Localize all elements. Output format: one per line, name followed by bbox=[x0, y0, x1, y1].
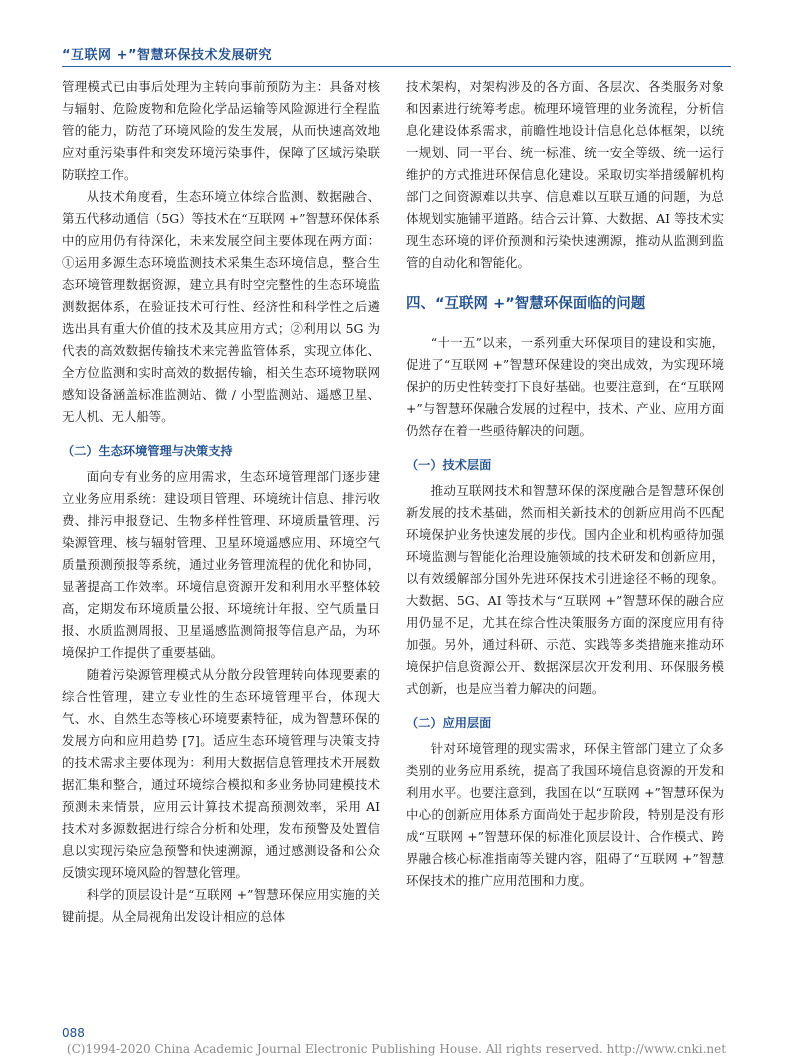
paragraph: 从技术角度看，生态环境立体综合监测、数据融合、第五代移动通信（5G）等技术在“互联网 +”智慧环保体系中的应用仍有待深化，未来发展空间主要体现在两方面：①运用多源生态环境监测技术采集生态环境信息，整合生态环境管理数据资源，建立具有时空完整性的生态环境监测数据体系，在验证技术可行性、经济性和科学性之后遴选出具有重大价值的技术及其应用方式；②利用以 5G 为代表的高效数据传输技术来完善监管体系，实现立体化、全方位监测和实时高效的数据传输，相关生态环境物联网感知设备涵盖标准监测站、微 / 小型监测站、遥感卫星、无人机、无人船等。 bbox=[62, 189, 380, 424]
section-heading: 四、“互联网 +”智慧环保面临的问题 bbox=[406, 296, 646, 312]
copyright-notice: (C)1994-2020 China Academic Journal Electronic Publishing House. All rights reserved. http://www.cnki.net bbox=[66, 1042, 727, 1056]
right-column bbox=[406, 76, 724, 892]
paragraph: 科学的顶层设计是“互联网 +”智慧环保应用实施的关键前提。从全局视角出发设计相应的总体 bbox=[62, 887, 380, 924]
paragraph: “十一五”以来，一系列重大环保项目的建设和实施，促进了“互联网 +”智慧环保建设的突出成效，为实现环境保护的历史性转变打下良好基础。也要注意到，在“互联网 +”与智慧环保融合发展的过程中，技术、产业、应用方面仍然存在着一些亟待解决的问题。 bbox=[406, 335, 724, 438]
paragraph: 管理模式已由事后处理为主转向事前预防为主：具备对核与辐射、危险废物和危险化学品运输等风险源进行全程监管的能力，防范了环境风险的发生发展，从而快速高效地应对重污染事件和突发环境污染事件，保障了区域污染联防联控工作。 bbox=[62, 79, 380, 182]
left-column bbox=[62, 76, 380, 928]
subsection-heading: （一）技术层面 bbox=[406, 458, 492, 472]
subsection-heading: （二）生态环境管理与决策支持 bbox=[62, 444, 233, 458]
page-number: 088 bbox=[62, 1026, 85, 1040]
running-header-title: “互联网 +”智慧环保技术发展研究 bbox=[62, 48, 273, 63]
paragraph: 面向专有业务的应用需求，生态环境管理部门逐步建立业务应用系统：建设项目管理、环境统计信息、排污收费、排污申报登记、生物多样性管理、环境质量管理、污染源管理、核与辐射管理、卫星环境遥感应用、环境空气质量预测预报等系统，通过业务管理流程的优化和协同，显著提高工作效率。环境信息资源开发和利用水平整体较高，定期发布环境质量公报、环境统计年报、空气质量日报、水质监测周报、卫星遥感监测简报等信息产品，为环境保护工作提供了重要基础。 bbox=[62, 469, 380, 660]
header-divider bbox=[62, 66, 731, 67]
paragraph: 随着污染源管理模式从分散分段管理转向体现要素的综合性管理，建立专业性的生态环境管理平台，体现大气、水、自然生态等核心环境要素特征，成为智慧环保的发展方向和应用趋势 [7]。适应生态环境管理与决策支持的技术需求主要体现为：利用大数据信息管理技术开展数据汇集和整合，通过环境综合模拟和多业务协同建模技术预测未来情景，应用云计算技术提高预测效率，采用 AI 技术对多源数据进行综合分析和处理，发布预警及处置信息以实现污染应急预警和快速溯源，通过感测设备和公众反馈实现环境风险的智慧化管理。 bbox=[62, 667, 380, 880]
subsection-heading: （二）应用层面 bbox=[406, 716, 492, 730]
paragraph: 推动互联网技术和智慧环保的深度融合是智慧环保创新发展的技术基础，然而相关新技术的创新应用尚不匹配环境保护业务快速发展的步伐。国内企业和机构亟待加强环境监测与智能化治理设施领域的技术研发和创新应用，以有效缓解部分国外先进环保技术引进途径不畅的现象。大数据、5G、AI 等技术与“互联网 +”智慧环保的融合应用仍显不足，尤其在综合性决策服务方面的深度应用有待加强。另外，通过科研、示范、实践等多类措施来推动环境保护信息资源公开、数据深层次开发利用、环保服务模式创新，也是应当着力解决的问题。 bbox=[406, 483, 724, 696]
paragraph: 针对环境管理的现实需求，环保主管部门建立了众多类别的业务应用系统，提高了我国环境信息资源的开发和利用水平。也要注意到，我国在以“互联网 +”智慧环保为中心的创新应用体系方面尚处于起步阶段，特别是没有形成“互联网 +”智慧环保的标准化顶层设计、合作模式、跨界融合核心标准指南等关键内容，阻碍了“互联网 +”智慧环保技术的推广应用范围和力度。 bbox=[406, 741, 724, 888]
paragraph: 技术架构，对架构涉及的各方面、各层次、各类服务对象和因素进行统筹考虑。梳理环境管理的业务流程，分析信息化建设体系需求，前瞻性地设计信息化总体框架，以统一规划、同一平台、统一标准、统一安全等级、统一运行维护的方式推进环保信息化建设。采取切实举措缓解机构部门之间资源难以共享、信息难以互联互通的问题，为总体规划实施铺平道路。结合云计算、大数据、AI 等技术实现生态环境的评价预测和污染快速溯源，推动从监测到监管的自动化和智能化。 bbox=[406, 79, 724, 270]
